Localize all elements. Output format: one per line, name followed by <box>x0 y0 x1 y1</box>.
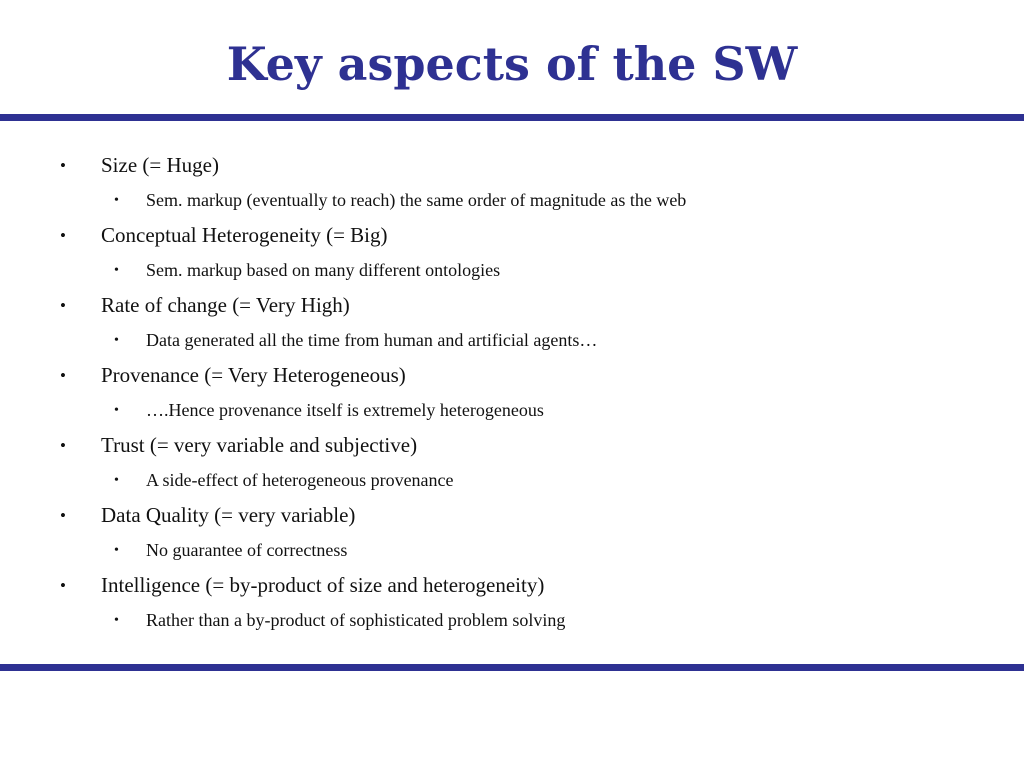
bullet-group <box>0 428 1024 498</box>
bullet-group <box>0 568 1024 638</box>
sub-bullet <box>0 183 1024 218</box>
bullet-icon: • <box>60 296 66 315</box>
main-bullet-text: Size (= Huge) <box>101 153 219 177</box>
sub-bullet-icon: • <box>114 263 119 278</box>
sub-bullet-icon: • <box>114 193 119 208</box>
slide-title: Key aspects of the SW <box>226 37 798 91</box>
sub-bullet-icon: • <box>114 543 119 558</box>
bullet-group <box>0 288 1024 358</box>
bullet-icon: • <box>60 156 66 175</box>
main-bullet <box>0 498 1024 533</box>
main-bullet-text: Conceptual Heterogeneity (= Big) <box>101 223 388 247</box>
bullet-group <box>0 498 1024 568</box>
sub-bullet <box>0 603 1024 638</box>
bottom-divider <box>0 664 1024 671</box>
sub-bullet-text: A side-effect of heterogeneous provenance <box>146 470 454 490</box>
sub-bullet <box>0 533 1024 568</box>
sub-bullet-icon: • <box>114 473 119 488</box>
bullet-icon: • <box>60 576 66 595</box>
main-bullet-text: Rate of change (= Very High) <box>101 293 350 317</box>
sub-bullet <box>0 393 1024 428</box>
bullet-icon: • <box>60 506 66 525</box>
main-bullet-text: Intelligence (= by-product of size and heterogeneity) <box>101 573 545 597</box>
sub-bullet-icon: • <box>114 613 119 628</box>
main-bullet <box>0 288 1024 323</box>
sub-bullet-icon: • <box>114 403 119 418</box>
sub-bullet <box>0 463 1024 498</box>
sub-bullet-text: ….Hence provenance itself is extremely heterogeneous <box>146 400 544 420</box>
main-bullet-text: Data Quality (= very variable) <box>101 503 356 527</box>
bullet-icon: • <box>60 366 66 385</box>
sub-bullet-icon: • <box>114 333 119 348</box>
bullet-icon: • <box>60 436 66 455</box>
main-bullet-text: Trust (= very variable and subjective) <box>101 433 418 457</box>
bullet-icon: • <box>60 226 66 245</box>
main-bullet <box>0 358 1024 393</box>
sub-bullet-text: Sem. markup (eventually to reach) the same order of magnitude as the web <box>146 190 687 210</box>
main-bullet <box>0 218 1024 253</box>
bullet-group <box>0 218 1024 288</box>
sub-bullet <box>0 323 1024 358</box>
top-divider <box>0 114 1024 121</box>
bullet-group <box>0 358 1024 428</box>
main-bullet-text: Provenance (= Very Heterogeneous) <box>101 363 406 387</box>
bullet-group <box>0 148 1024 218</box>
main-bullet <box>0 148 1024 183</box>
sub-bullet-text: Rather than a by-product of sophisticated problem solving <box>146 610 566 630</box>
bullet-list <box>0 148 1024 638</box>
sub-bullet-text: Sem. markup based on many different ontologies <box>146 260 501 280</box>
main-bullet <box>0 568 1024 603</box>
sub-bullet-text: Data generated all the time from human and artificial agents… <box>146 330 598 350</box>
sub-bullet-text: No guarantee of correctness <box>146 540 348 560</box>
main-bullet <box>0 428 1024 463</box>
sub-bullet <box>0 253 1024 288</box>
